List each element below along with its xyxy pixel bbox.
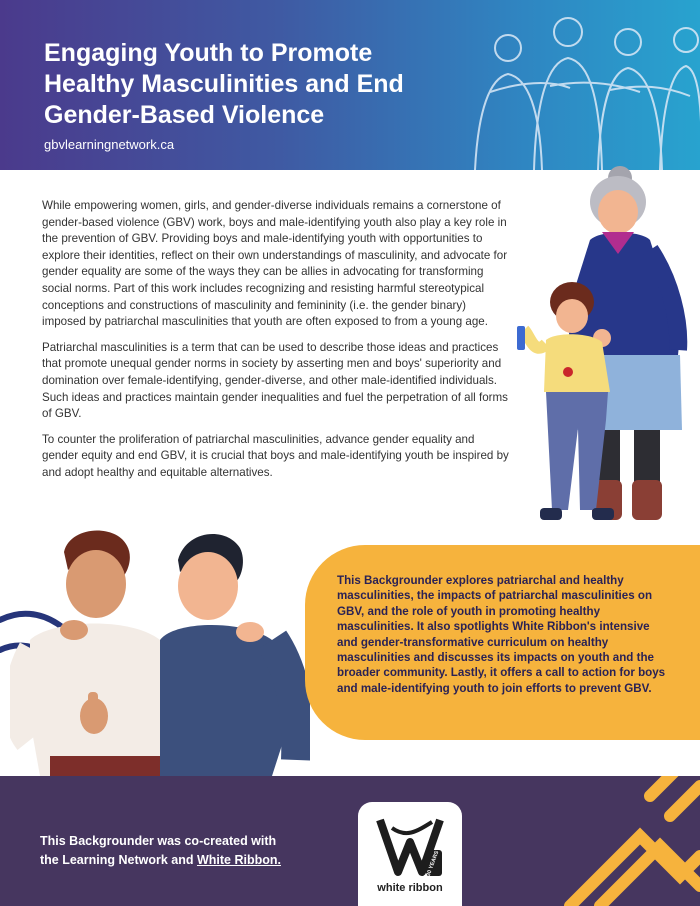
grandmother-child-illustration (510, 160, 700, 530)
two-youth-friends-illustration (10, 520, 310, 776)
credit-prefix: the Learning Network and (40, 853, 197, 867)
header-banner (0, 0, 700, 170)
summary-callout (305, 545, 700, 740)
credit-line-2 (40, 851, 281, 870)
summary-text: This Backgrounder explores patriarchal and healthy masculinities, the impacts of patriarchal masculinities on GBV, and the role of youth in promoting healthy masculinities. It also spotlights White Ribbon's intensive and gender-transformative curriculum on healthy masculinities and discusses its impacts on youth and the broader community. Lastly, it offers a call to action for boys and male-identifying youth to join efforts to prevent GBV. (337, 574, 666, 695)
website-url[interactable]: gbvlearningnetwork.ca (44, 137, 175, 152)
footer-banner (0, 776, 700, 906)
co-creation-credit (40, 832, 281, 870)
white-ribbon-logo-card (358, 802, 462, 906)
white-ribbon-logo (372, 812, 448, 880)
intro-paragraph: While empowering women, girls, and gender-diverse individuals remains a cornerstone of gender-based violence (GBV) work, boys and male-identifying youth also play a key role in the prevention of GBV. Providing boys and male-identifying youth with opportunities to explore their identities, reflect on their own understandings of masculinity, and advocate for gender equality are some of the ways they can be allies in advocating for transforming social norms. Part of this work includes recognizing and resisting harmful stereotypical conceptions and constructions of masculinity and femininity (i.e. the gender binary) imposed by patriarchal masculinities that youth are often exposed to from a young age. (42, 199, 508, 329)
conclusion-paragraph: To counter the proliferation of patriarchal masculinities, advance gender equality and gender equity and end GBV, it is crucial that boys and male-identifying youth be inspired by and adopt healthy and equitable alternatives. (42, 432, 509, 479)
credit-line-1: This Backgrounder was co-created with (40, 834, 277, 848)
youth-group-outline-illustration (450, 0, 700, 170)
page-title: Engaging Youth to Promote Healthy Masculinities and End Gender-Based Violence (44, 39, 404, 129)
intro-text (42, 198, 510, 491)
logo-badge: 30 YEARS (425, 850, 441, 878)
definition-paragraph: Patriarchal masculinities is a term that can be used to describe those ideas and practices that promote unequal gender norms in society by asserting men and boys' superiority and domination over female-identifying, gender-diverse, and other male-identified individuals. Such ideas and practices maintain gender inequalities and fuel the perpetration of all forms of GBV. (42, 340, 508, 421)
white-ribbon-link[interactable]: White Ribbon. (196, 853, 281, 867)
logo-label: white ribbon (377, 882, 443, 894)
decorative-orange-lines (530, 776, 700, 906)
